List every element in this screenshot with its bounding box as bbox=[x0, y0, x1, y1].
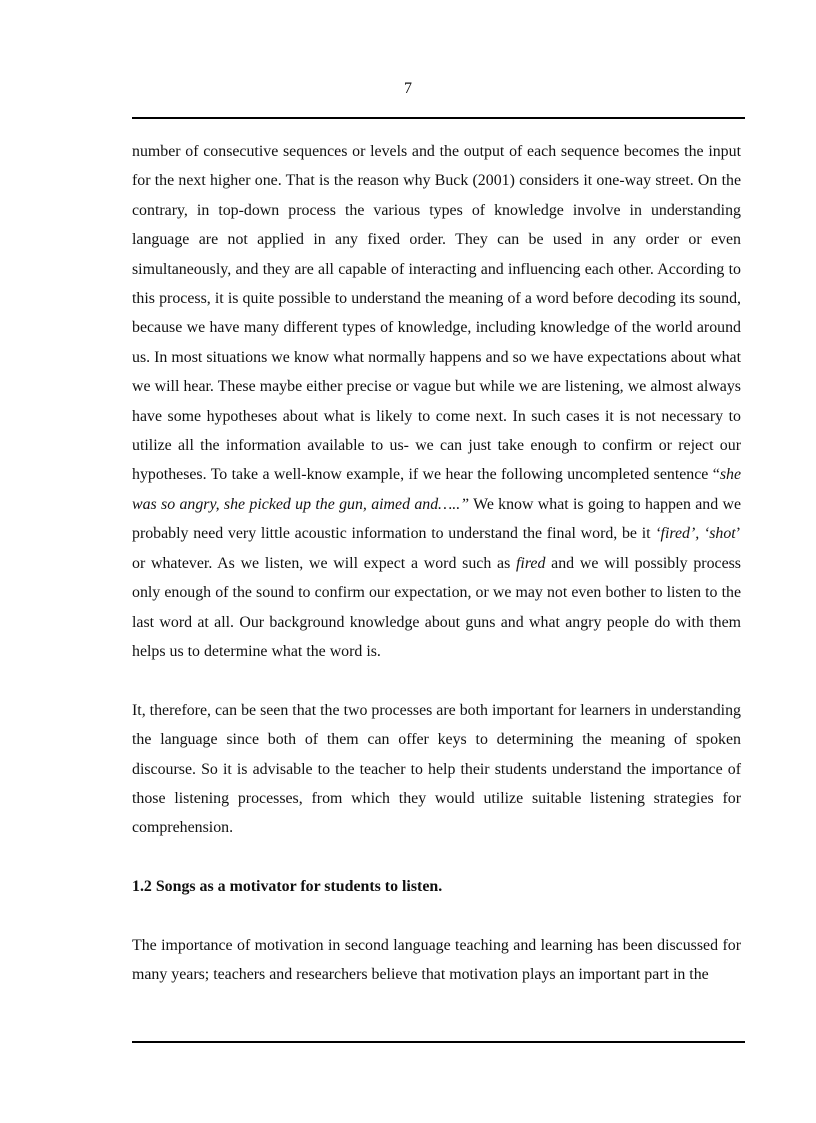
header-rule bbox=[132, 117, 745, 119]
paragraph-text: and we will possibly process only enough of the sound to confirm our expectation, or we may not even bother to listen to the last word at all. Our background knowledge about guns and what angry people do with them helps us to determine what the word is. bbox=[132, 554, 741, 660]
example-word-fired: fired bbox=[516, 554, 546, 572]
paragraph-text: number of consecutive sequences or levels and the output of each sequence becomes the input for the next higher one. That is the reason why Buck (2001) considers it one-way street. On the contrary, in top-down process the various types of knowledge involve in understanding language are not applied in any fixed order. They can be used in any order or even simultaneously, and they are all capable of interacting and influencing each other. According to this process, it is quite possible to understand the meaning of a word before decoding its sound, because we have many different types of knowledge, including knowledge of the world around us. In most situations we know what normally happens and so we have expectations about what we will hear. These maybe either precise or vague but while we are listening, we almost always have some hypotheses about what is likely to come next. In such cases it is not necessary to utilize all the information available to us- we can just take enough to confirm or reject our hypotheses. To take a well-know example, if we hear the following uncompleted sentence “ bbox=[132, 143, 741, 484]
section-heading: 1.2 Songs as a motivator for students to listen. bbox=[132, 878, 443, 896]
footer-rule bbox=[132, 1041, 745, 1043]
example-words: ‘fired’, ‘shot bbox=[655, 525, 736, 543]
page-number: 7 bbox=[404, 80, 412, 97]
paragraph-motivation: The importance of motivation in second language teaching and learning has been discussed for many years; teachers and researchers believe that motivation plays an important part in the bbox=[132, 936, 741, 984]
body-text bbox=[132, 137, 741, 990]
paragraph-top-down-process bbox=[132, 137, 741, 666]
paragraph-text: We know what is going to happen and we probably need very little acoustic information to understand the final word, be it bbox=[132, 495, 741, 543]
example-sentence: she was so angry, she picked up the gun, aimed and…..” bbox=[132, 466, 741, 513]
paragraph-text: ’ or whatever. As we listen, we will expect a word such as bbox=[132, 525, 742, 572]
paragraph-conclusion: It, therefore, can be seen that the two processes are both important for learners in understanding the language since both of them can offer keys to determining the meaning of spoken discourse. So it is advisable to the teacher to help their students understand the importance of those listening processes, from which they would utilize suitable listening strategies for comprehension. bbox=[132, 701, 741, 837]
